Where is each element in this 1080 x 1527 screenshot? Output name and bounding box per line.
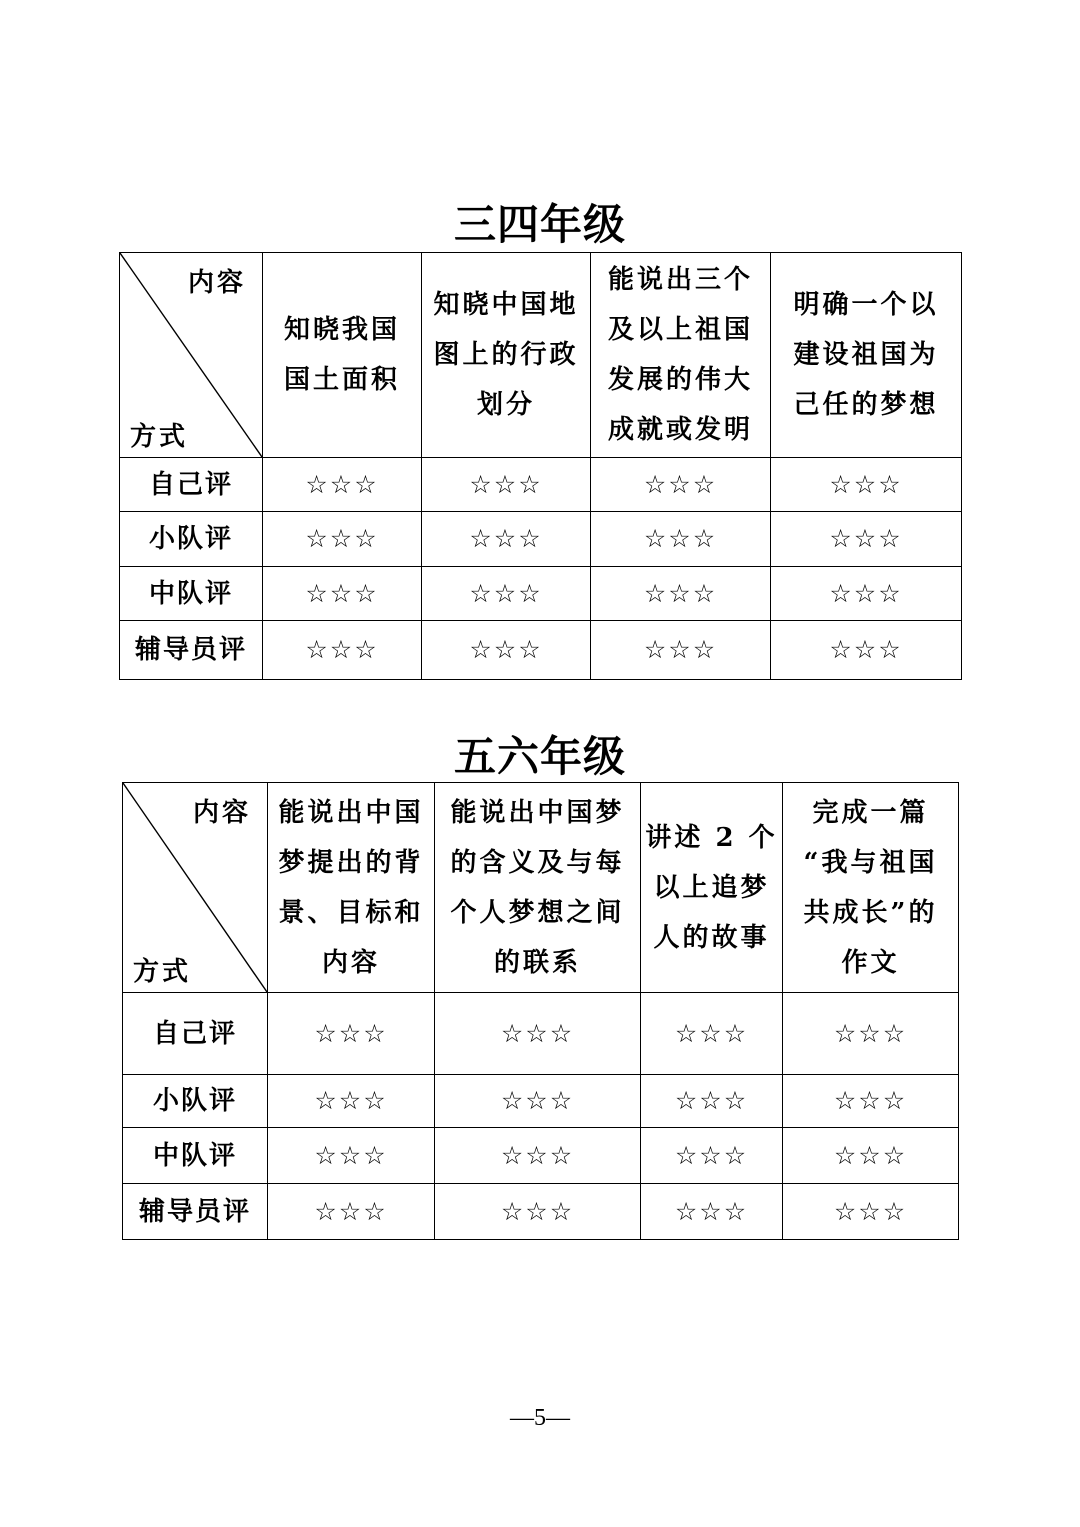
star-rating: ☆☆☆ [422,512,591,567]
star-rating: ☆☆☆ [435,993,641,1075]
table1-header-row [120,253,962,458]
star-rating: ☆☆☆ [422,567,591,621]
row-label: 辅导员评 [120,621,263,680]
star-rating: ☆☆☆ [641,1184,783,1240]
star-rating: ☆☆☆ [435,1184,641,1240]
star-rating: ☆☆☆ [783,1128,959,1184]
page-number: —5— [510,1405,570,1431]
table1-column-header-4: 明确一个以 建设祖国为 己任的梦想 [771,253,962,458]
corner-label-content: 内容 [192,798,251,828]
table2-column-header-4: 完成一篇 “我与祖国 共成长”的 作文 [783,783,959,993]
star-rating: ☆☆☆ [263,458,422,512]
table1-column-header-3: 能说出三个 及以上祖国 发展的伟大 成就或发明 [591,253,771,458]
row-label: 小队评 [120,512,263,567]
table-row [120,567,962,621]
table-row [123,1128,959,1184]
star-rating: ☆☆☆ [435,1075,641,1128]
table2-column-header-1: 能说出中国 梦提出的背 景、目标和 内容 [268,783,435,993]
table1-corner-cell [120,253,263,458]
table1-grid [119,252,962,680]
star-rating: ☆☆☆ [641,1128,783,1184]
star-rating: ☆☆☆ [591,621,771,680]
row-label: 辅导员评 [123,1184,268,1240]
corner-label-content: 内容 [187,268,246,298]
star-rating: ☆☆☆ [422,458,591,512]
star-rating: ☆☆☆ [783,1184,959,1240]
table2-header-row [123,783,959,993]
table2-column-header-3: 讲述 2 个 以上追梦 人的故事 [641,783,783,993]
row-label: 中队评 [123,1128,268,1184]
star-rating: ☆☆☆ [268,993,435,1075]
table-row [123,1075,959,1128]
star-rating: ☆☆☆ [268,1184,435,1240]
star-rating: ☆☆☆ [771,512,962,567]
star-rating: ☆☆☆ [591,458,771,512]
star-rating: ☆☆☆ [422,621,591,680]
table-row [120,621,962,680]
star-rating: ☆☆☆ [591,512,771,567]
star-rating: ☆☆☆ [641,993,783,1075]
table-row [120,458,962,512]
star-rating: ☆☆☆ [783,1075,959,1128]
corner-label-method: 方式 [130,422,189,452]
table2-grid [122,782,959,1240]
table-row [123,993,959,1075]
table1-column-header-1: 知晓我国 国土面积 [263,253,422,458]
star-rating: ☆☆☆ [263,621,422,680]
star-rating: ☆☆☆ [268,1128,435,1184]
star-rating: ☆☆☆ [771,567,962,621]
star-rating: ☆☆☆ [771,621,962,680]
corner-label-method: 方式 [133,957,192,987]
star-rating: ☆☆☆ [591,567,771,621]
star-rating: ☆☆☆ [641,1075,783,1128]
row-label: 中队评 [120,567,263,621]
star-rating: ☆☆☆ [268,1075,435,1128]
row-label: 自己评 [123,993,268,1075]
table2-column-header-2: 能说出中国梦 的含义及与每 个人梦想之间 的联系 [435,783,641,993]
star-rating: ☆☆☆ [263,567,422,621]
table1-column-header-2: 知晓中国地 图上的行政 划分 [422,253,591,458]
table-row [123,1184,959,1240]
table-row [120,512,962,567]
star-rating: ☆☆☆ [783,993,959,1075]
star-rating: ☆☆☆ [435,1128,641,1184]
table1-title: 三四年级 [453,200,626,249]
star-rating: ☆☆☆ [771,458,962,512]
table2-title: 五六年级 [453,732,626,781]
row-label: 小队评 [123,1075,268,1128]
star-rating: ☆☆☆ [263,512,422,567]
row-label: 自己评 [120,458,263,512]
table2-corner-cell [123,783,268,993]
